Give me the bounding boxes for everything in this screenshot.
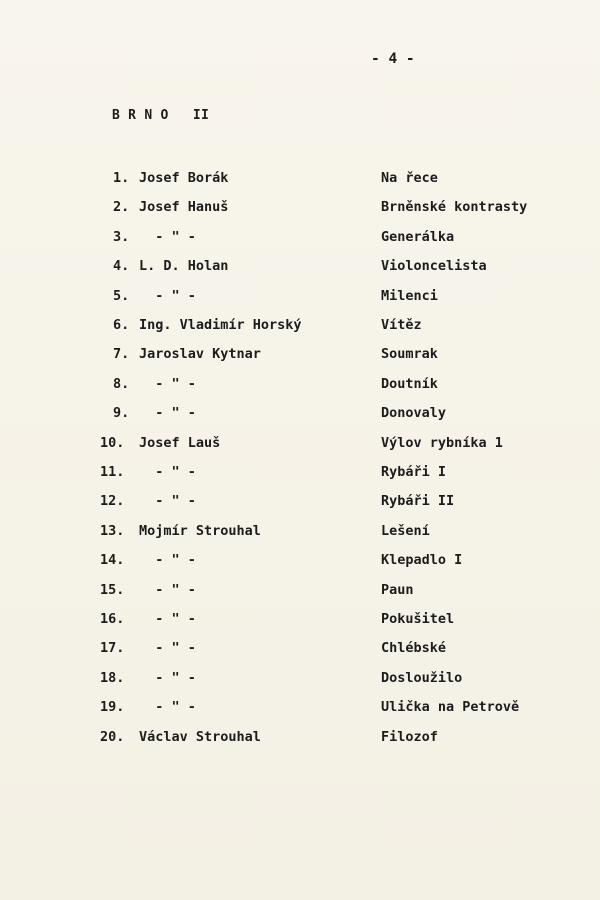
entry-title: Ulička na Petrově [381,699,520,716]
entry-title: Rybáři II [381,493,455,510]
entry-title: Chlébské [381,640,447,657]
entry-title: Violoncelista [381,258,487,275]
entry-number: 7. [113,346,130,363]
entry-title: Klepadlo I [381,552,463,569]
entry-author: - " - [139,287,196,304]
entry-number: 19. [100,699,125,716]
entry-title: Rybáři I [381,464,447,480]
entry-title: Vítěz [381,317,422,333]
list-item [0,464,600,484]
entry-number: 4. [113,258,130,275]
entry-number: 15. [100,581,125,598]
list-item [0,699,600,719]
entry-title: Generálka [381,228,455,245]
section-heading: B R N O II [112,108,210,123]
list-item [0,405,600,425]
entry-number: 20. [100,728,125,745]
list-item [0,317,600,337]
entry-author: - " - [139,669,196,686]
entry-number: 12. [100,493,125,510]
entry-number: 13. [100,522,125,539]
entry-author: - " - [139,640,196,657]
entry-author: Václav Strouhal [139,728,261,745]
list-item [0,611,600,631]
entry-title: Soumrak [381,346,438,363]
entry-number: 16. [100,611,125,627]
entry-author: - " - [139,552,196,569]
list-item [0,376,600,396]
list-item [0,729,600,749]
list-item [0,582,600,602]
list-item [0,670,600,690]
entry-author: Ing. Vladimír Horský [139,317,302,333]
entry-number: 1. [113,170,130,186]
entry-author: Mojmír Strouhal [139,522,261,539]
entry-title: Filozof [381,728,438,745]
entry-author: - " - [139,464,196,480]
list-item [0,229,600,249]
entry-author: - " - [139,493,196,510]
entry-title: Pokušitel [381,611,455,627]
entry-author: Josef Lauš [139,434,221,451]
entry-title: Milenci [381,287,438,304]
entry-author: - " - [139,405,196,422]
entry-number: 2. [113,199,130,216]
entry-author: L. D. Holan [139,258,229,275]
entry-title: Lešení [381,522,430,539]
list-item [0,435,600,455]
entry-number: 11. [100,464,125,480]
entry-author: Josef Hanuš [139,199,229,216]
list-item [0,552,600,572]
entry-number: 3. [113,228,130,245]
entry-author: - " - [139,375,196,392]
list-item [0,199,600,219]
entry-title: Doutník [381,375,438,392]
entry-author: - " - [139,699,196,716]
entry-title: Dosloužilo [381,669,463,686]
list-item [0,640,600,660]
entry-number: 18. [100,669,125,686]
list-item [0,346,600,366]
list-item [0,493,600,513]
entry-number: 9. [113,405,130,422]
list-item [0,523,600,543]
entry-title: Výlov rybníka 1 [381,434,503,451]
entry-number: 8. [113,375,130,392]
entry-title: Brněnské kontrasty [381,199,528,216]
entry-author: Jaroslav Kytnar [139,346,261,363]
entry-number: 5. [113,287,130,304]
entry-title: Paun [381,581,414,598]
entry-number: 10. [100,434,125,451]
entry-author: Josef Borák [139,170,229,186]
page-number: - 4 - [371,51,415,67]
list-item [0,170,600,190]
entry-author: - " - [139,228,196,245]
entry-number: 14. [100,552,125,569]
entry-number: 17. [100,640,125,657]
list-item [0,288,600,308]
list-item [0,258,600,278]
entry-title: Donovaly [381,405,447,422]
entry-title: Na řece [381,170,438,186]
entry-author: - " - [139,611,196,627]
entry-author: - " - [139,581,196,598]
entry-number: 6. [113,317,130,333]
